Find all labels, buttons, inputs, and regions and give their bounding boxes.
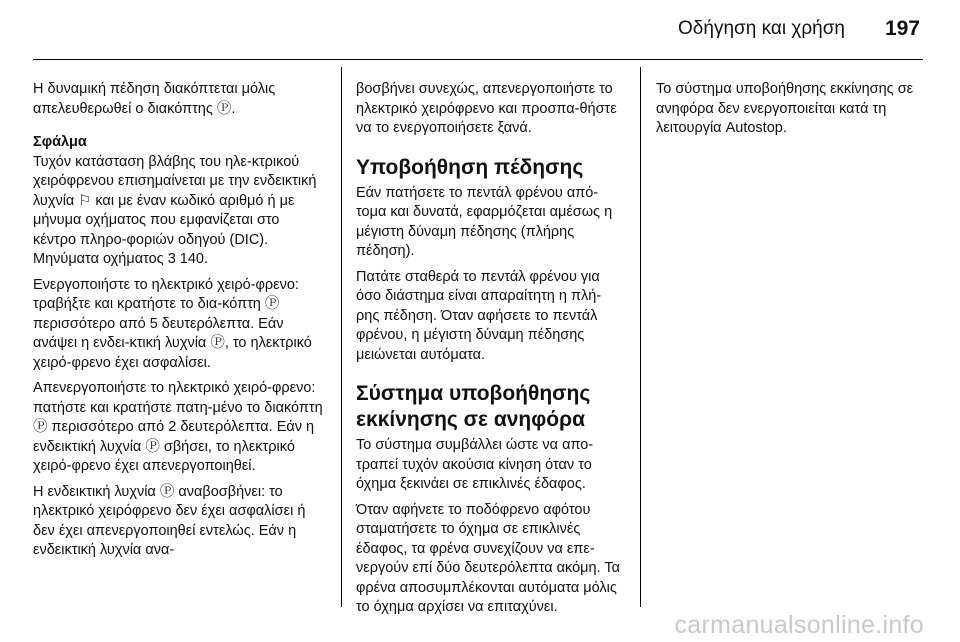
warning-light-icon: ⚐ [78, 192, 92, 209]
text: , το ηλεκτρικό χειρό-φρενο έχει ασφαλίσει. [33, 335, 312, 371]
text: Ενεργοποιήστε το ηλεκτρικό χειρό-φρενο: τραβήξτε και κρατήστε το δια-κόπτη [33, 276, 299, 312]
paragraph-continued: βοσβήνει συνεχώς, απενεργοποιήστε το ηλεκτρικό χειρόφρενο και προσπα-θήστε να το ενεργοποιήσετε ξανά. [356, 81, 617, 136]
parking-brake-icon: Ⓟ [159, 483, 175, 500]
paragraph-flashing [33, 483, 326, 561]
paragraph-dynamic-braking [33, 80, 326, 119]
text: Η δυναμική πέδηση διακόπτεται μόλις απελευθερωθεί ο διακόπτης [33, 81, 276, 117]
page-number: 197 [884, 17, 920, 40]
text: 140. [175, 251, 209, 267]
heading-hill-start-assist: Σύστημα υποβοήθησης εκκίνησης σε ανηφόρα [356, 382, 591, 431]
header-divider [33, 59, 923, 60]
paragraph-fault [33, 153, 326, 270]
column-1 [33, 80, 326, 567]
parking-brake-icon: Ⓟ [210, 335, 225, 351]
paragraph-brake-assist-1: Εάν πατήσετε το πεντάλ φρένου από-τομα και δυνατά, εφαρμόζεται αμέσως η μέγιστη δύναμη πέδησης (πλήρης πέδηση). [356, 184, 613, 259]
parking-brake-icon: Ⓟ [264, 296, 280, 312]
text: αναβοσβήνει: το ηλεκτρικό χειρόφρενο δεν έχει ασφαλίσει ή δεν έχει απενεργοποιηθεί εντελώς. Εάν η ενδεικτική λυχνία ανα- [33, 483, 306, 558]
watermark: carmanualsonline.info [674, 611, 924, 639]
paragraph-hill-start-2: Όταν αφήνετε το ποδόφρενο αφότου σταματήσετε το όχημα σε επικλινές έδαφος, τα φρένα συνεχίζουν να επε-νεργούν επί δύο δευτερόλεπτα ακόμη. Τα φρένα αποσυμπλέκονται αυτόματα μόλις το όχημα αρχίσει να επιταχύνει. [356, 501, 621, 615]
text: Τυχόν κατάσταση βλάβης του ηλε-κτρικού χειρόφρενου επισημαίνεται με την ενδεικτική λυχνία [33, 153, 317, 209]
text: περισσότερο από 5 δευτερόλεπτα. Εάν ανάψει η ενδει-κτική λυχνία [33, 315, 284, 351]
section-title: Οδήγηση και χρήση [678, 18, 845, 39]
paragraph-autostop: Το σύστημα υποβοήθησης εκκίνησης σε ανηφόρα δεν ενεργοποιείται κατά τη λειτουργία Autostop. [656, 81, 914, 136]
column-divider-2 [640, 67, 641, 607]
column-2 [356, 80, 624, 624]
page-header [0, 0, 960, 60]
parking-brake-icon: Ⓟ [145, 438, 160, 455]
parking-brake-icon: Ⓟ [216, 100, 232, 117]
column-divider-1 [341, 67, 342, 607]
text: . [231, 100, 236, 117]
paragraph-brake-assist-2: Πατάτε σταθερά το πεντάλ φρένου για όσο διάστημα είναι απαραίτητη η πλή-ρης πέδηση. Όταν αφήσετε το πεντάλ φρένου, η μέγιστη δύναμη πέδησης μειώνεται αυτόματα. [356, 268, 602, 363]
see-reference-icon: 3 [167, 251, 176, 267]
paragraph-hill-start-1: Το σύστημα συμβάλλει ώστε να απο-τραπεί τυχόν ακούσια κίνηση όταν το όχημα ξεκινάει σε επικλινές έδαφος. [356, 437, 594, 492]
paragraph-activate [33, 276, 326, 374]
text: και με έναν κωδικό αριθμό ή με μήνυμα οχήματος που εμφανίζεται στο κέντρο πληρο-φοριών οδηγού (DIC). Μηνύματα οχήματος [33, 192, 295, 267]
paragraph-deactivate [33, 379, 326, 477]
text: Η ενδεικτική λυχνία [33, 483, 160, 500]
text: Απενεργοποιήστε το ηλεκτρικό χειρό-φρενο: πατήστε και κρατήστε πατη-μένο το διακόπτη [33, 380, 323, 416]
column-3 [656, 80, 928, 145]
text: περισσότερο από 2 δευτερόλεπτα. Εάν η ενδεικτική λυχνία [33, 419, 315, 455]
fault-heading: Σφάλμα [33, 134, 87, 150]
text: σβήσει, το ηλεκτρικό χειρό-φρενο έχει απενεργοποιηθεί. [33, 438, 295, 474]
parking-brake-icon: Ⓟ [33, 419, 48, 435]
heading-brake-assist: Υποβοήθηση πέδησης [356, 155, 584, 179]
